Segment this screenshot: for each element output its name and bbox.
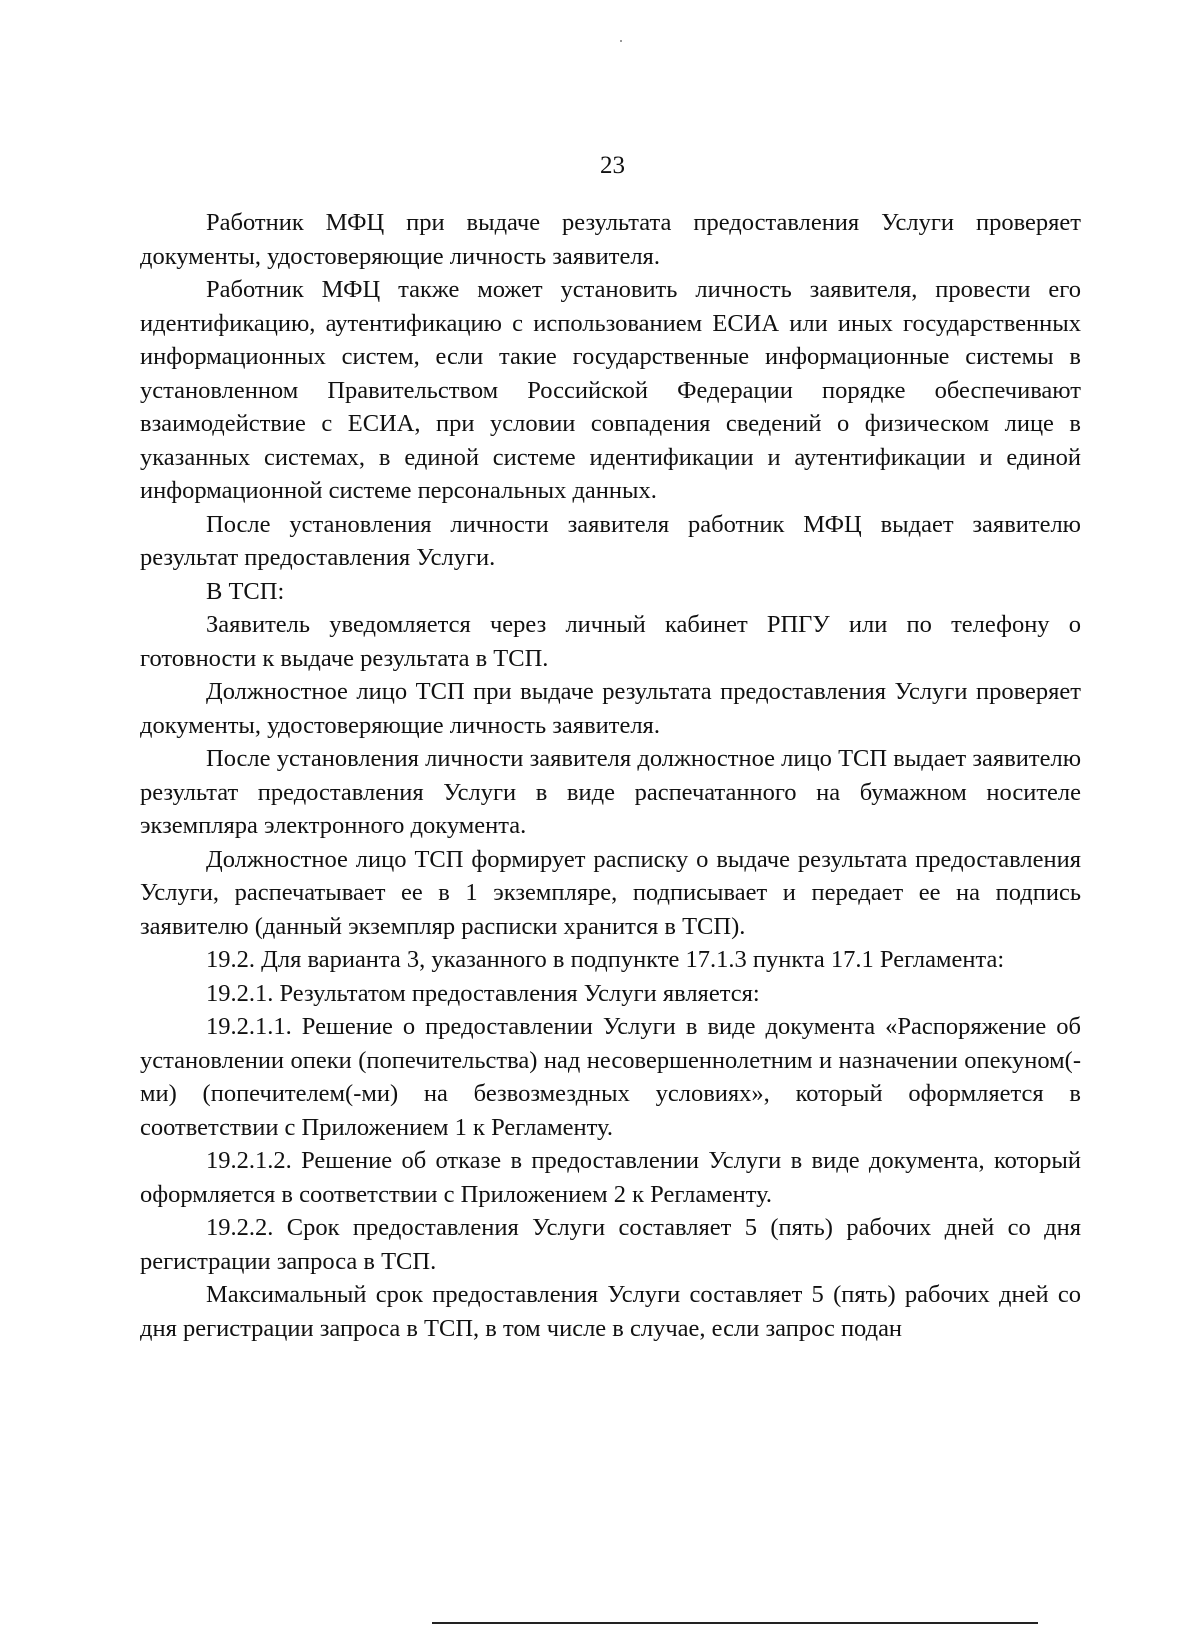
document-body — [140, 206, 1081, 1345]
paragraph-mfc-issue-result: После установления личности заявителя работник МФЦ выдает заявителю результат предоставления Услуги. — [140, 510, 1081, 571]
paragraph-maximum-term: Максимальный срок предоставления Услуги составляет 5 (пять) рабочих дней со дня регистрации запроса в ТСП, в том числе в случае, если запрос подан — [140, 1281, 1081, 1342]
paragraph-section-19-2-2: 19.2.2. Срок предоставления Услуги составляет 5 (пять) рабочих дней со дня регистрации запроса в ТСП. — [140, 1214, 1081, 1275]
paragraph-tsp-notification: Заявитель уведомляется через личный кабинет РПГУ или по телефону о готовности к выдаче результата в ТСП. — [140, 611, 1081, 672]
page-number: 23 — [600, 152, 625, 179]
bottom-rule — [432, 1622, 1038, 1624]
paragraph-section-19-2-1-1: 19.2.1.1. Решение о предоставлении Услуги в виде документа «Распоряжение об установлении опеки (попечительства) над несовершеннолетним и назначении опекуном(-ми) (попечителем(-ми) на безвозмездных условиях», который оформляется в соответствии с Приложением 1 к Регламенту. — [140, 1013, 1081, 1141]
paragraph-section-19-2-1: 19.2.1. Результатом предоставления Услуги является: — [206, 979, 760, 1007]
paragraph-tsp-issue-result: После установления личности заявителя должностное лицо ТСП выдает заявителю результат предоставления Услуги в виде распечатанного на бумажном носителе экземпляра электронного документа. — [140, 745, 1081, 839]
paragraph-tsp-receipt: Должностное лицо ТСП формирует расписку о выдаче результата предоставления Услуги, распечатывает ее в 1 экземпляре, подписывает и передает ее на подпись заявителю (данный экземпляр расписки хранится в ТСП). — [140, 845, 1081, 940]
paragraph-tsp-check-documents: Должностное лицо ТСП при выдаче результата предоставления Услуги проверяет документы, удостоверяющие личность заявителя. — [140, 678, 1081, 739]
paragraph-mfc-identification: Работник МФЦ также может установить личность заявителя, провести его идентификацию, аутентификацию с использованием ЕСИА или иных государственных информационных систем, если такие государственные информационные системы в установленном Правительством Российской Федерации порядке обеспечивают взаимодействие с ЕСИА, при условии совпадения сведений о физическом лице в указанных системах, в единой системе идентификации и аутентификации и единой информационной системе персональных данных. — [140, 276, 1081, 504]
paragraph-tsp-heading: В ТСП: — [206, 577, 285, 605]
paragraph-section-19-2-1-2: 19.2.1.2. Решение об отказе в предоставлении Услуги в виде документа, который оформляется в соответствии с Приложением 2 к Регламенту. — [140, 1147, 1081, 1208]
paragraph-section-19-2: 19.2. Для варианта 3, указанного в подпункте 17.1.3 пункта 17.1 Регламента: — [206, 946, 1005, 973]
scan-mark — [620, 40, 622, 42]
paragraph-mfc-check-documents: Работник МФЦ при выдаче результата предоставления Услуги проверяет документы, удостоверяющие личность заявителя. — [140, 209, 1081, 270]
